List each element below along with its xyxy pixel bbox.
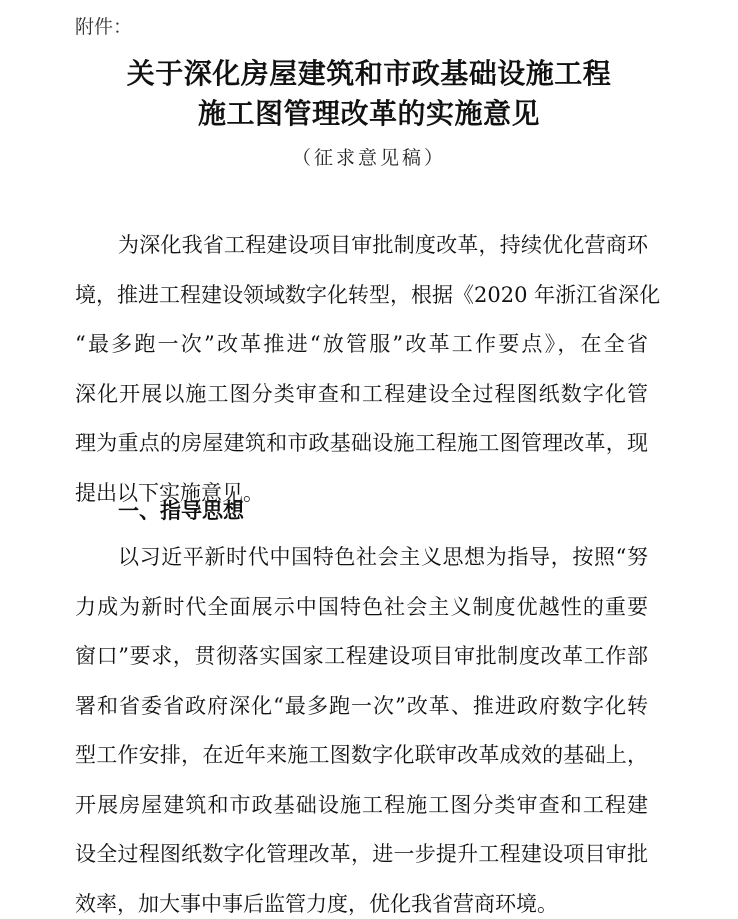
text-line: 境，推进工程建设领域数字化转型，根据《2020 年浙江省深化 (75, 282, 661, 307)
text-line: 提出以下实施意见。 (75, 480, 264, 505)
text-line: 理为重点的房屋建筑和市政基础设施工程施工图管理改革，现 (75, 431, 648, 455)
attachment-label: 附件： (75, 16, 133, 38)
document-subtitle: （征求意见稿） (291, 147, 446, 169)
text-line: 以习近平新时代中国特色社会主义思想为指导，按照“努 (118, 545, 648, 569)
document-title-line-1: 关于深化房屋建筑和市政基础设施工程 (126, 57, 612, 90)
text-line: 深化开展以施工图分类审查和工程建设全过程图纸数字化管 (75, 381, 648, 406)
text-line: “最多跑一次”改革推进“放管服”改革工作要点》，在全省 (75, 332, 648, 356)
text-line: 窗口”要求，贯彻落实国家工程建设项目审批制度改革工作部 (75, 644, 648, 668)
text-line: 设全过程图纸数字化管理改革，进一步提升工程建设项目审批 (75, 842, 648, 866)
text-line: 力成为新时代全面展示中国特色社会主义制度优越性的重要 (75, 594, 648, 619)
text-line: 开展房屋建筑和市政基础设施工程施工图分类审查和工程建 (75, 792, 648, 817)
text-line: 型工作安排，在近年来施工图数字化联审改革成效的基础上， (75, 743, 648, 767)
text-line: 为深化我省工程建设项目审批制度改革，持续优化营商环 (118, 233, 648, 257)
section-heading: 一、指导思想 (118, 499, 244, 523)
document-title-line-2: 施工图管理改革的实施意见 (197, 97, 540, 130)
text-line: 效率，加大事中事后监管力度，优化我省营商环境。 (75, 891, 558, 916)
text-line: 署和省委省政府深化“最多跑一次”改革、推进政府数字化转 (75, 693, 648, 718)
